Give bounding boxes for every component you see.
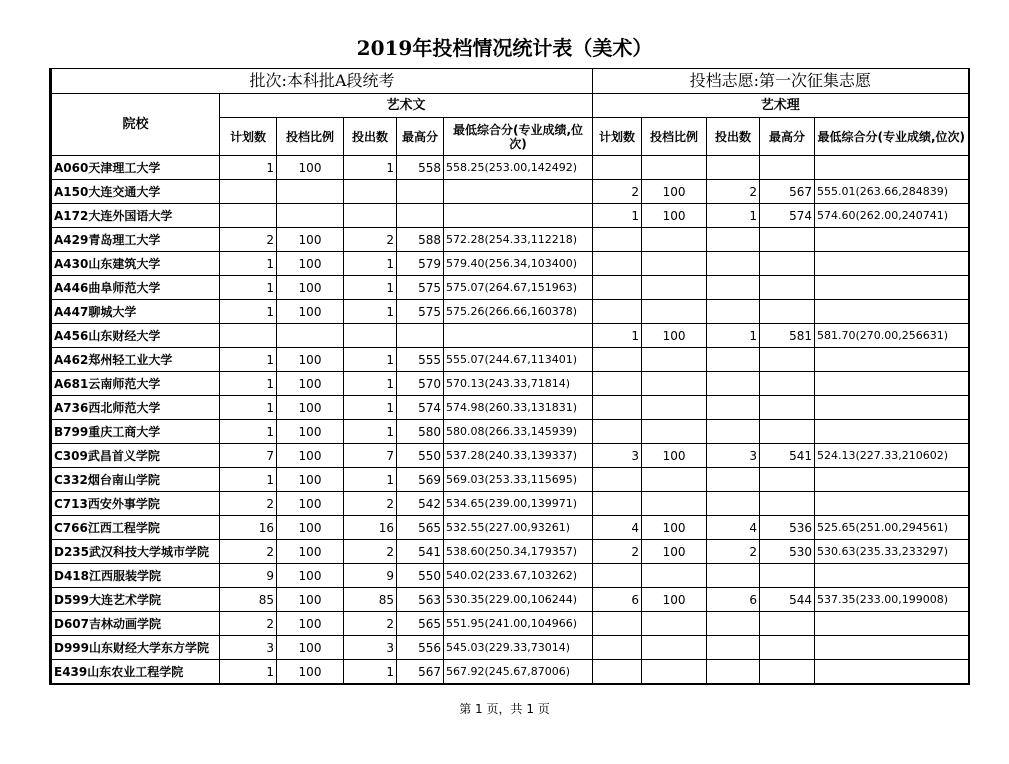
admitted-count-li <box>707 252 760 276</box>
min-score-li: 525.65(251.00,294561) <box>815 516 969 540</box>
ratio-wen: 100 <box>277 348 344 372</box>
ratio-wen: 100 <box>277 516 344 540</box>
max-score-li <box>760 372 815 396</box>
ratio-wen <box>277 324 344 348</box>
min-score-wen <box>444 180 593 204</box>
plan-count-li <box>593 636 642 660</box>
max-score-li <box>760 228 815 252</box>
admitted-count-wen: 1 <box>344 420 397 444</box>
admitted-count-li <box>707 636 760 660</box>
min-score-wen: 537.28(240.33,139337) <box>444 444 593 468</box>
min-score-wen: 574.98(260.33,131831) <box>444 396 593 420</box>
plan-count-li: 2 <box>593 540 642 564</box>
max-score-wen: 567 <box>397 660 444 685</box>
admission-table <box>49 68 970 685</box>
table-row <box>51 372 969 396</box>
table-row <box>51 276 969 300</box>
table-row <box>51 420 969 444</box>
table-row <box>51 636 969 660</box>
ratio-wen: 100 <box>277 396 344 420</box>
column-header-wen: 计划数 <box>220 118 277 156</box>
min-score-li <box>815 396 969 420</box>
min-score-li <box>815 276 969 300</box>
ratio-wen: 100 <box>277 492 344 516</box>
admitted-count-li: 6 <box>707 588 760 612</box>
min-score-li <box>815 468 969 492</box>
max-score-li: 536 <box>760 516 815 540</box>
admitted-count-wen: 1 <box>344 372 397 396</box>
ratio-li <box>642 396 707 420</box>
max-score-wen: 575 <box>397 276 444 300</box>
group-li-header: 艺术理 <box>593 94 969 118</box>
table-row <box>51 612 969 636</box>
max-score-wen: 575 <box>397 300 444 324</box>
admitted-count-li: 1 <box>707 204 760 228</box>
max-score-li <box>760 612 815 636</box>
ratio-li <box>642 660 707 685</box>
ratio-wen: 100 <box>277 372 344 396</box>
plan-count-wen: 1 <box>220 660 277 685</box>
plan-count-wen: 2 <box>220 612 277 636</box>
admitted-count-li: 3 <box>707 444 760 468</box>
school-name: A060天津理工大学 <box>51 156 220 180</box>
admitted-count-li <box>707 276 760 300</box>
ratio-wen: 100 <box>277 540 344 564</box>
min-score-li <box>815 636 969 660</box>
max-score-li <box>760 156 815 180</box>
admitted-count-wen: 1 <box>344 348 397 372</box>
max-score-li <box>760 420 815 444</box>
admitted-count-wen: 1 <box>344 468 397 492</box>
admitted-count-wen: 2 <box>344 540 397 564</box>
max-score-li <box>760 348 815 372</box>
min-score-li <box>815 660 969 685</box>
admitted-count-wen: 1 <box>344 252 397 276</box>
max-score-li <box>760 492 815 516</box>
max-score-wen: 556 <box>397 636 444 660</box>
plan-count-li <box>593 276 642 300</box>
plan-count-li <box>593 252 642 276</box>
admitted-count-wen: 7 <box>344 444 397 468</box>
school-name: E439山东农业工程学院 <box>51 660 220 685</box>
min-score-wen: 534.65(239.00,139971) <box>444 492 593 516</box>
min-score-wen: 545.03(229.33,73014) <box>444 636 593 660</box>
max-score-wen <box>397 180 444 204</box>
table-row <box>51 180 969 204</box>
min-score-wen: 572.28(254.33,112218) <box>444 228 593 252</box>
batch-header: 批次:本科批A段统考 <box>51 69 593 94</box>
school-name: A446曲阜师范大学 <box>51 276 220 300</box>
admitted-count-wen <box>344 180 397 204</box>
plan-count-li <box>593 660 642 685</box>
plan-count-li <box>593 228 642 252</box>
admitted-count-li <box>707 420 760 444</box>
table-row <box>51 516 969 540</box>
ratio-wen: 100 <box>277 444 344 468</box>
admitted-count-li <box>707 492 760 516</box>
plan-count-wen: 1 <box>220 348 277 372</box>
school-name: C713西安外事学院 <box>51 492 220 516</box>
admitted-count-li <box>707 156 760 180</box>
plan-count-li: 4 <box>593 516 642 540</box>
table-row <box>51 324 969 348</box>
admitted-count-wen: 16 <box>344 516 397 540</box>
admitted-count-wen: 1 <box>344 396 397 420</box>
ratio-li <box>642 252 707 276</box>
table-row <box>51 300 969 324</box>
min-score-li: 524.13(227.33,210602) <box>815 444 969 468</box>
min-score-li: 537.35(233.00,199008) <box>815 588 969 612</box>
admitted-count-li: 1 <box>707 324 760 348</box>
plan-count-li <box>593 468 642 492</box>
ratio-li: 100 <box>642 516 707 540</box>
max-score-wen: 570 <box>397 372 444 396</box>
admitted-count-li <box>707 612 760 636</box>
plan-count-li <box>593 420 642 444</box>
plan-count-li <box>593 372 642 396</box>
column-header-wen: 最低综合分(专业成绩,位次) <box>444 118 593 156</box>
plan-count-li <box>593 300 642 324</box>
column-header-wen: 投出数 <box>344 118 397 156</box>
table-row <box>51 228 969 252</box>
plan-count-li <box>593 156 642 180</box>
plan-count-li: 1 <box>593 204 642 228</box>
admitted-count-li <box>707 228 760 252</box>
table-row <box>51 540 969 564</box>
min-score-wen: 567.92(245.67,87006) <box>444 660 593 685</box>
ratio-li <box>642 276 707 300</box>
min-score-li <box>815 348 969 372</box>
ratio-wen: 100 <box>277 660 344 685</box>
ratio-li: 100 <box>642 180 707 204</box>
table-row <box>51 564 969 588</box>
ratio-wen: 100 <box>277 276 344 300</box>
volunteer-header: 投档志愿:第一次征集志愿 <box>593 69 969 94</box>
table-row <box>51 156 969 180</box>
column-header-li: 最低综合分(专业成绩,位次) <box>815 118 969 156</box>
max-score-li <box>760 252 815 276</box>
admitted-count-li <box>707 468 760 492</box>
ratio-li <box>642 300 707 324</box>
max-score-li <box>760 276 815 300</box>
plan-count-li: 3 <box>593 444 642 468</box>
admitted-count-li <box>707 300 760 324</box>
min-score-wen: 540.02(233.67,103262) <box>444 564 593 588</box>
min-score-li <box>815 156 969 180</box>
column-header-li: 计划数 <box>593 118 642 156</box>
admitted-count-li: 2 <box>707 540 760 564</box>
school-name: C332烟台南山学院 <box>51 468 220 492</box>
school-name: B799重庆工商大学 <box>51 420 220 444</box>
min-score-li: 581.70(270.00,256631) <box>815 324 969 348</box>
min-score-li <box>815 612 969 636</box>
page-title: 2019年投档情况统计表（美术） <box>356 36 653 60</box>
admitted-count-li <box>707 564 760 588</box>
admitted-count-wen: 2 <box>344 492 397 516</box>
min-score-li: 555.01(263.66,284839) <box>815 180 969 204</box>
min-score-wen: 555.07(244.67,113401) <box>444 348 593 372</box>
admitted-count-wen: 3 <box>344 636 397 660</box>
max-score-wen: 565 <box>397 612 444 636</box>
plan-count-wen: 7 <box>220 444 277 468</box>
admitted-count-wen: 9 <box>344 564 397 588</box>
min-score-wen: 538.60(250.34,179357) <box>444 540 593 564</box>
min-score-wen: 575.26(266.66,160378) <box>444 300 593 324</box>
ratio-li <box>642 468 707 492</box>
school-name: A172大连外国语大学 <box>51 204 220 228</box>
min-score-wen: 551.95(241.00,104966) <box>444 612 593 636</box>
ratio-wen: 100 <box>277 252 344 276</box>
plan-count-li <box>593 396 642 420</box>
ratio-wen: 100 <box>277 228 344 252</box>
min-score-wen <box>444 204 593 228</box>
plan-count-wen: 1 <box>220 420 277 444</box>
plan-count-wen: 16 <box>220 516 277 540</box>
school-name: C309武昌首义学院 <box>51 444 220 468</box>
plan-count-wen: 1 <box>220 276 277 300</box>
school-name: A736西北师范大学 <box>51 396 220 420</box>
ratio-li <box>642 636 707 660</box>
admitted-count-wen: 2 <box>344 228 397 252</box>
min-score-wen: 575.07(264.67,151963) <box>444 276 593 300</box>
admitted-count-li: 2 <box>707 180 760 204</box>
school-name: D607吉林动画学院 <box>51 612 220 636</box>
ratio-li <box>642 564 707 588</box>
table-row <box>51 204 969 228</box>
plan-count-li: 2 <box>593 180 642 204</box>
school-name: D418江西服装学院 <box>51 564 220 588</box>
max-score-wen: 542 <box>397 492 444 516</box>
min-score-wen: 558.25(253.00,142492) <box>444 156 593 180</box>
admitted-count-li: 4 <box>707 516 760 540</box>
column-header-li: 投档比例 <box>642 118 707 156</box>
admitted-count-li <box>707 660 760 685</box>
ratio-wen: 100 <box>277 636 344 660</box>
plan-count-li <box>593 564 642 588</box>
min-score-li: 530.63(235.33,233297) <box>815 540 969 564</box>
group-wen-header: 艺术文 <box>220 94 593 118</box>
max-score-li: 530 <box>760 540 815 564</box>
max-score-wen: 555 <box>397 348 444 372</box>
school-name: A456山东财经大学 <box>51 324 220 348</box>
plan-count-wen: 2 <box>220 228 277 252</box>
ratio-wen: 100 <box>277 564 344 588</box>
ratio-li <box>642 492 707 516</box>
table-row <box>51 588 969 612</box>
plan-count-wen: 3 <box>220 636 277 660</box>
school-name: A150大连交通大学 <box>51 180 220 204</box>
admitted-count-wen <box>344 324 397 348</box>
school-name: A462郑州轻工业大学 <box>51 348 220 372</box>
ratio-wen: 100 <box>277 612 344 636</box>
max-score-li <box>760 564 815 588</box>
school-name: C766江西工程学院 <box>51 516 220 540</box>
school-name: A447聊城大学 <box>51 300 220 324</box>
table-row <box>51 492 969 516</box>
min-score-li: 574.60(262.00,240741) <box>815 204 969 228</box>
min-score-li <box>815 420 969 444</box>
max-score-wen: 563 <box>397 588 444 612</box>
plan-count-wen <box>220 324 277 348</box>
max-score-li: 574 <box>760 204 815 228</box>
plan-count-wen: 85 <box>220 588 277 612</box>
min-score-li <box>815 252 969 276</box>
plan-count-wen <box>220 204 277 228</box>
max-score-li <box>760 396 815 420</box>
ratio-wen: 100 <box>277 468 344 492</box>
table-row <box>51 348 969 372</box>
max-score-li <box>760 300 815 324</box>
ratio-wen: 100 <box>277 588 344 612</box>
plan-count-wen: 1 <box>220 252 277 276</box>
ratio-li: 100 <box>642 588 707 612</box>
table-row <box>51 468 969 492</box>
max-score-wen: 550 <box>397 564 444 588</box>
min-score-wen: 570.13(243.33,71814) <box>444 372 593 396</box>
plan-count-wen: 1 <box>220 300 277 324</box>
ratio-li: 100 <box>642 540 707 564</box>
max-score-wen <box>397 324 444 348</box>
ratio-wen: 100 <box>277 156 344 180</box>
min-score-wen: 580.08(266.33,145939) <box>444 420 593 444</box>
max-score-wen: 541 <box>397 540 444 564</box>
plan-count-wen: 1 <box>220 372 277 396</box>
max-score-wen: 569 <box>397 468 444 492</box>
column-header-wen: 投档比例 <box>277 118 344 156</box>
max-score-wen: 550 <box>397 444 444 468</box>
ratio-li <box>642 612 707 636</box>
admitted-count-li <box>707 348 760 372</box>
admitted-count-li <box>707 372 760 396</box>
min-score-li <box>815 564 969 588</box>
plan-count-wen: 2 <box>220 540 277 564</box>
max-score-wen: 574 <box>397 396 444 420</box>
ratio-li <box>642 228 707 252</box>
admitted-count-wen: 1 <box>344 660 397 685</box>
max-score-wen: 558 <box>397 156 444 180</box>
table-row <box>51 396 969 420</box>
school-name: D235武汉科技大学城市学院 <box>51 540 220 564</box>
school-name: D999山东财经大学东方学院 <box>51 636 220 660</box>
plan-count-wen: 1 <box>220 156 277 180</box>
max-score-li <box>760 468 815 492</box>
ratio-wen: 100 <box>277 420 344 444</box>
max-score-li: 581 <box>760 324 815 348</box>
plan-count-wen: 2 <box>220 492 277 516</box>
plan-count-li: 6 <box>593 588 642 612</box>
admitted-count-wen <box>344 204 397 228</box>
min-score-wen <box>444 324 593 348</box>
max-score-li: 544 <box>760 588 815 612</box>
school-header: 院校 <box>51 94 220 156</box>
school-name: A681云南师范大学 <box>51 372 220 396</box>
plan-count-li <box>593 612 642 636</box>
admitted-count-wen: 2 <box>344 612 397 636</box>
max-score-wen: 579 <box>397 252 444 276</box>
page-footer: 第 1 页，共 1 页 <box>459 702 550 716</box>
school-name: D599大连艺术学院 <box>51 588 220 612</box>
plan-count-wen: 1 <box>220 396 277 420</box>
min-score-li <box>815 228 969 252</box>
max-score-li <box>760 660 815 685</box>
ratio-li: 100 <box>642 324 707 348</box>
min-score-wen: 569.03(253.33,115695) <box>444 468 593 492</box>
table-row <box>51 660 969 685</box>
plan-count-wen: 1 <box>220 468 277 492</box>
school-name: A430山东建筑大学 <box>51 252 220 276</box>
ratio-li: 100 <box>642 204 707 228</box>
plan-count-li: 1 <box>593 324 642 348</box>
max-score-li: 567 <box>760 180 815 204</box>
min-score-li <box>815 492 969 516</box>
admitted-count-wen: 85 <box>344 588 397 612</box>
ratio-li: 100 <box>642 444 707 468</box>
min-score-wen: 579.40(256.34,103400) <box>444 252 593 276</box>
max-score-wen: 588 <box>397 228 444 252</box>
ratio-wen: 100 <box>277 300 344 324</box>
ratio-wen <box>277 180 344 204</box>
max-score-li <box>760 636 815 660</box>
max-score-wen: 565 <box>397 516 444 540</box>
ratio-li <box>642 348 707 372</box>
max-score-wen: 580 <box>397 420 444 444</box>
ratio-wen <box>277 204 344 228</box>
school-name: A429青岛理工大学 <box>51 228 220 252</box>
column-header-li: 投出数 <box>707 118 760 156</box>
plan-count-li <box>593 348 642 372</box>
admitted-count-wen: 1 <box>344 300 397 324</box>
plan-count-wen: 9 <box>220 564 277 588</box>
admitted-count-wen: 1 <box>344 276 397 300</box>
ratio-li <box>642 420 707 444</box>
ratio-li <box>642 156 707 180</box>
ratio-li <box>642 372 707 396</box>
min-score-wen: 532.55(227.00,93261) <box>444 516 593 540</box>
admitted-count-wen: 1 <box>344 156 397 180</box>
max-score-wen <box>397 204 444 228</box>
min-score-li <box>815 300 969 324</box>
table-row <box>51 444 969 468</box>
min-score-wen: 530.35(229.00,106244) <box>444 588 593 612</box>
plan-count-wen <box>220 180 277 204</box>
max-score-li: 541 <box>760 444 815 468</box>
table-row <box>51 252 969 276</box>
column-header-wen: 最高分 <box>397 118 444 156</box>
min-score-li <box>815 372 969 396</box>
admitted-count-li <box>707 396 760 420</box>
column-header-li: 最高分 <box>760 118 815 156</box>
plan-count-li <box>593 492 642 516</box>
